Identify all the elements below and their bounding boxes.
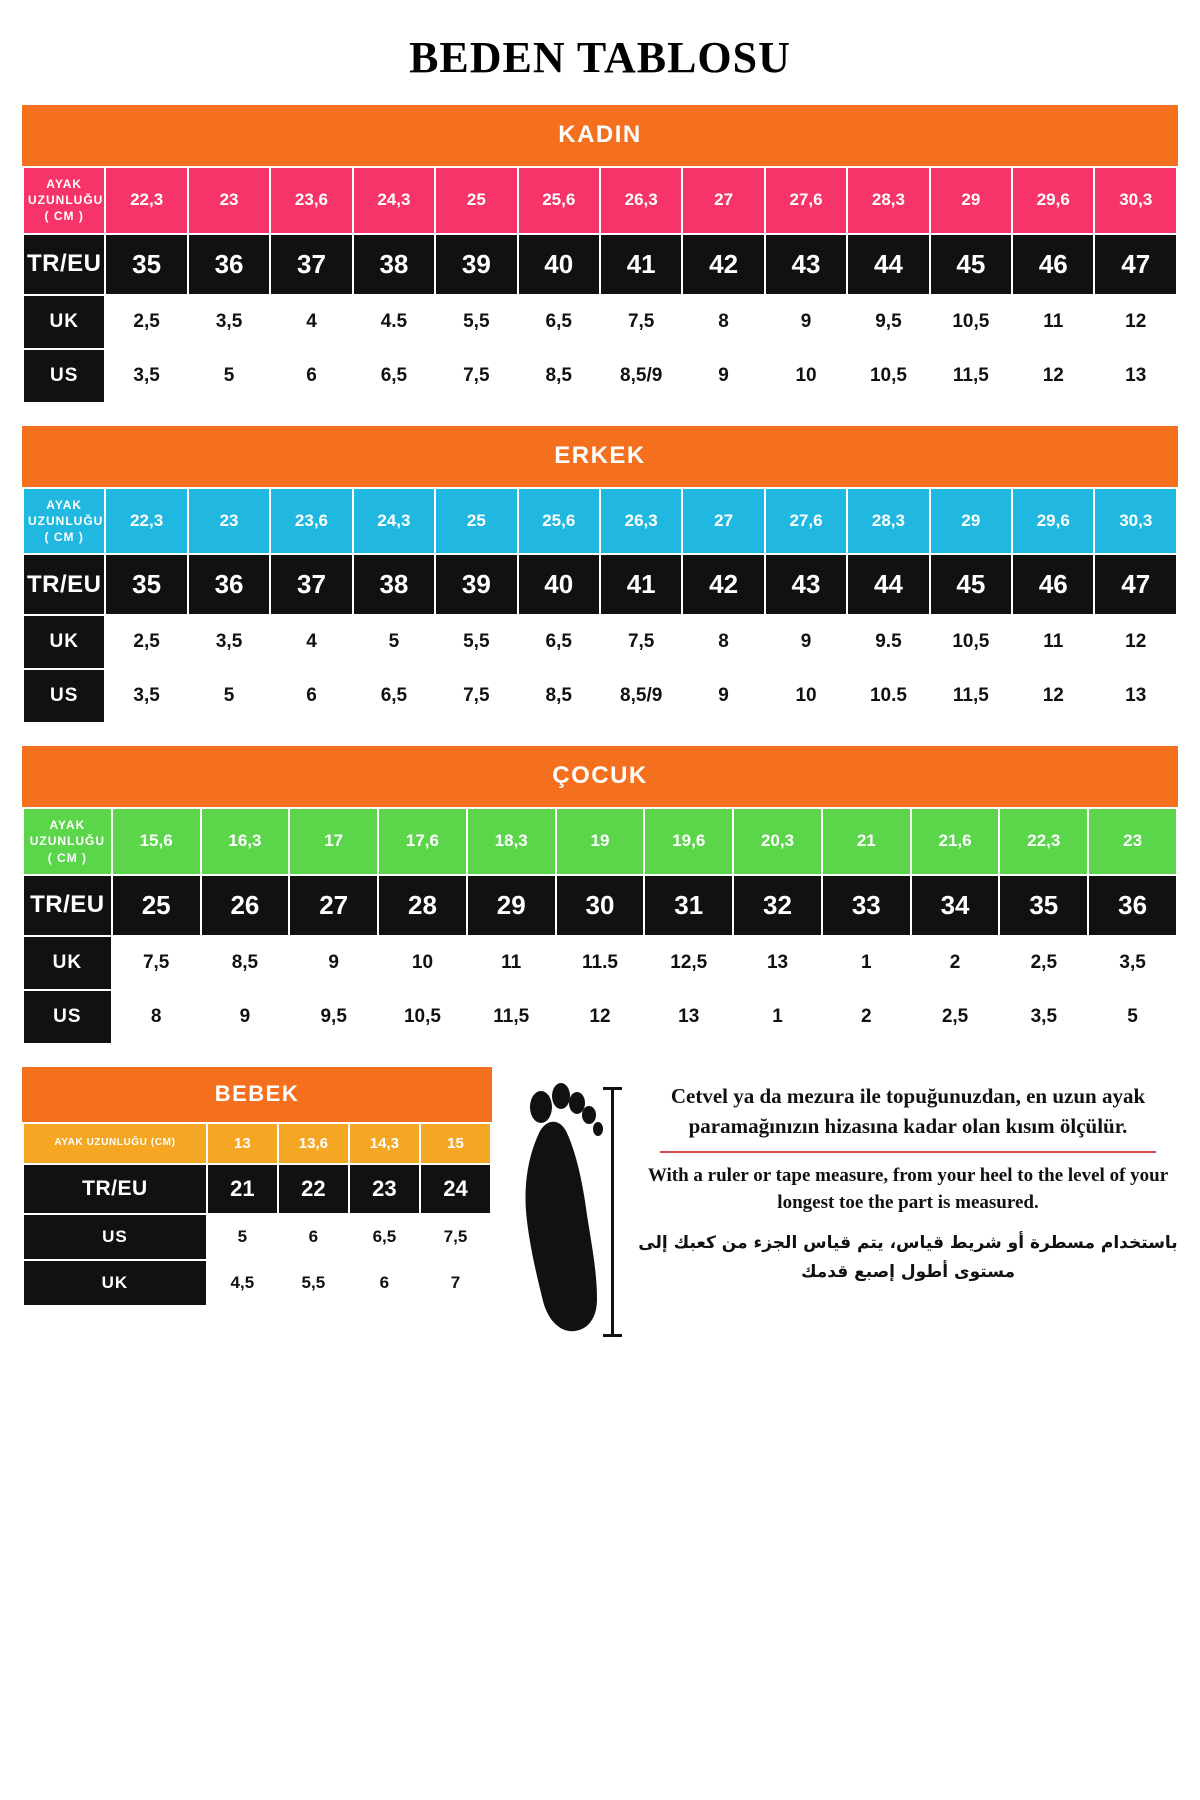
cell: 10 <box>378 936 467 990</box>
cell: 12,5 <box>644 936 733 990</box>
cell: 15,6 <box>112 808 201 875</box>
cell: 17,6 <box>378 808 467 875</box>
cell: 36 <box>1088 875 1177 936</box>
cell: 9,5 <box>847 295 929 349</box>
cell: 36 <box>188 234 270 295</box>
table-row <box>23 990 1177 1044</box>
cell: 18,3 <box>467 808 556 875</box>
size-table-cocuk <box>22 746 1178 1045</box>
cell: 26 <box>201 875 290 936</box>
cell: 8,5/9 <box>600 349 682 403</box>
row-label: TR/EU <box>23 554 105 615</box>
cell: 10 <box>765 349 847 403</box>
cell: 7,5 <box>420 1214 491 1260</box>
cell: 27,6 <box>765 488 847 555</box>
cell: 45 <box>930 554 1012 615</box>
cell: 3,5 <box>105 669 187 723</box>
cell: 23,6 <box>270 488 352 555</box>
cell: 14,3 <box>349 1123 420 1164</box>
cell: 6,5 <box>349 1214 420 1260</box>
row-label: US <box>23 669 105 723</box>
cell: 13,6 <box>278 1123 349 1164</box>
cell: 3,5 <box>1088 936 1177 990</box>
cell: 8,5 <box>518 349 600 403</box>
cell: 2,5 <box>911 990 1000 1044</box>
cell: 13 <box>733 936 822 990</box>
cell: 23,6 <box>270 167 352 234</box>
cell: 7,5 <box>435 349 517 403</box>
table-row <box>23 875 1177 936</box>
cell: 12 <box>1094 615 1177 669</box>
table-row <box>23 295 1177 349</box>
cell: 8 <box>112 990 201 1044</box>
row-label: TR/EU <box>23 1164 207 1214</box>
row-label-text: AYAK UZUNLUĞU ( CM ) <box>29 818 106 865</box>
cell: 17 <box>289 808 378 875</box>
cell: 8,5 <box>201 936 290 990</box>
cell: 29,6 <box>1012 488 1094 555</box>
cell: 31 <box>644 875 733 936</box>
cell: 28,3 <box>847 488 929 555</box>
cell: 10 <box>765 669 847 723</box>
cell: 22 <box>278 1164 349 1214</box>
row-label: US <box>23 349 105 403</box>
cell: 4 <box>270 615 352 669</box>
cell: 19,6 <box>644 808 733 875</box>
cell: 23 <box>349 1164 420 1214</box>
cell: 27 <box>289 875 378 936</box>
cell: 9 <box>765 295 847 349</box>
cell: 11,5 <box>930 349 1012 403</box>
cell: 37 <box>270 234 352 295</box>
cell: 23 <box>188 167 270 234</box>
instruction-turkish: Cetvel ya da mezura ile topuğunuzdan, en uzun ayak paramağınızın hizasına kadar olan kısım ölçülür. <box>670 1083 1146 1139</box>
cell: 5,5 <box>435 615 517 669</box>
row-label: US <box>23 1214 207 1260</box>
table-row <box>23 936 1177 990</box>
cell: 33 <box>822 875 911 936</box>
cell: 34 <box>911 875 1000 936</box>
cell: 13 <box>644 990 733 1044</box>
cell: 11,5 <box>467 990 556 1044</box>
cell: 41 <box>600 234 682 295</box>
cell: 43 <box>765 554 847 615</box>
cell: 2,5 <box>999 936 1088 990</box>
cell: 10,5 <box>847 349 929 403</box>
row-label <box>23 488 105 555</box>
cell: 41 <box>600 554 682 615</box>
cell: 46 <box>1012 234 1094 295</box>
cell: 12 <box>1012 669 1094 723</box>
cell: 24 <box>420 1164 491 1214</box>
cell: 26,3 <box>600 488 682 555</box>
cell: 27,6 <box>765 167 847 234</box>
cell: 29 <box>930 488 1012 555</box>
cell: 27 <box>682 167 764 234</box>
row-label: UK <box>23 295 105 349</box>
cell: 8,5 <box>518 669 600 723</box>
band-label-kadin: KADIN <box>22 105 1178 166</box>
table-row <box>23 1260 491 1306</box>
cell: 6,5 <box>353 349 435 403</box>
cell: 7,5 <box>112 936 201 990</box>
cell: 5 <box>207 1214 278 1260</box>
cell: 9.5 <box>847 615 929 669</box>
cell: 5,5 <box>278 1260 349 1306</box>
cell: 36 <box>188 554 270 615</box>
cell: 3,5 <box>188 295 270 349</box>
cell: 10.5 <box>847 669 929 723</box>
measurement-instructions <box>638 1067 1178 1287</box>
cell: 40 <box>518 554 600 615</box>
cell: 35 <box>105 234 187 295</box>
cell: 44 <box>847 554 929 615</box>
cell: 30,3 <box>1094 488 1177 555</box>
table-row <box>23 234 1177 295</box>
table-row <box>23 488 1177 555</box>
cell: 39 <box>435 234 517 295</box>
cell: 2 <box>911 936 1000 990</box>
cell: 7 <box>420 1260 491 1306</box>
cell: 3,5 <box>105 349 187 403</box>
cell: 42 <box>682 554 764 615</box>
footprint-icon <box>517 1081 603 1343</box>
row-label-text: AYAK UZUNLUĞU ( CM ) <box>28 497 104 544</box>
measurement-illustration <box>510 1067 620 1343</box>
cell: 12 <box>556 990 645 1044</box>
cell: 43 <box>765 234 847 295</box>
cell: 11 <box>1012 615 1094 669</box>
cell: 25 <box>112 875 201 936</box>
table-row <box>23 1164 491 1214</box>
cell: 45 <box>930 234 1012 295</box>
cell: 47 <box>1094 554 1177 615</box>
cell: 5 <box>353 615 435 669</box>
band-label-cocuk: ÇOCUK <box>22 746 1178 807</box>
row-label-text: AYAK UZUNLUĞU ( CM ) <box>28 177 104 224</box>
ruler-measure-icon <box>611 1087 614 1337</box>
cell: 1 <box>822 936 911 990</box>
cell: 38 <box>353 554 435 615</box>
cell: 13 <box>1094 349 1177 403</box>
cell: 2,5 <box>105 615 187 669</box>
cell: 28 <box>378 875 467 936</box>
cell: 3,5 <box>999 990 1088 1044</box>
cell: 47 <box>1094 234 1177 295</box>
row-label: UK <box>23 936 112 990</box>
cell: 42 <box>682 234 764 295</box>
cell: 13 <box>1094 669 1177 723</box>
size-table-kadin <box>22 105 1178 404</box>
cell: 2,5 <box>105 295 187 349</box>
cell: 11 <box>1012 295 1094 349</box>
table-row <box>23 669 1177 723</box>
table-row <box>23 808 1177 875</box>
row-label <box>23 167 105 234</box>
cell: 15 <box>420 1123 491 1164</box>
band-label-bebek: BEBEK <box>22 1067 492 1122</box>
table-row <box>23 349 1177 403</box>
cell: 9 <box>682 349 764 403</box>
cell: 5 <box>188 669 270 723</box>
cell: 6 <box>270 669 352 723</box>
cell: 8 <box>682 615 764 669</box>
cell: 5,5 <box>435 295 517 349</box>
divider <box>660 1151 1157 1153</box>
cell: 8,5/9 <box>600 669 682 723</box>
cell: 21 <box>822 808 911 875</box>
cell: 1 <box>733 990 822 1044</box>
row-label: UK <box>23 1260 207 1306</box>
cell: 9 <box>682 669 764 723</box>
cell: 4 <box>270 295 352 349</box>
cell: 9 <box>765 615 847 669</box>
cell: 10,5 <box>930 615 1012 669</box>
row-label: UK <box>23 615 105 669</box>
cell: 21,6 <box>911 808 1000 875</box>
row-label: US <box>23 990 112 1044</box>
cell: 7,5 <box>600 615 682 669</box>
cell: 16,3 <box>201 808 290 875</box>
cell: 46 <box>1012 554 1094 615</box>
size-table-bebek <box>22 1067 492 1307</box>
cell: 32 <box>733 875 822 936</box>
cell: 4.5 <box>353 295 435 349</box>
cell: 4,5 <box>207 1260 278 1306</box>
row-label <box>23 1123 207 1164</box>
cell: 22,3 <box>105 167 187 234</box>
table-row <box>23 615 1177 669</box>
cell: 25 <box>435 488 517 555</box>
cell: 12 <box>1012 349 1094 403</box>
table-row <box>23 554 1177 615</box>
bottom-section <box>22 1067 1178 1343</box>
cell: 6,5 <box>518 615 600 669</box>
band-label-erkek: ERKEK <box>22 426 1178 487</box>
cell: 13 <box>207 1123 278 1164</box>
cell: 6 <box>278 1214 349 1260</box>
size-table-erkek <box>22 426 1178 725</box>
cell: 9 <box>289 936 378 990</box>
cell: 23 <box>188 488 270 555</box>
instruction-arabic: باستخدام مسطرة أو شريط قياس، يتم قياس الجزء من كعبك إلى مستوى أطول إصبع قدمك <box>638 1232 1178 1282</box>
cell: 24,3 <box>353 488 435 555</box>
cell: 11.5 <box>556 936 645 990</box>
cell: 29 <box>930 167 1012 234</box>
cell: 35 <box>999 875 1088 936</box>
row-label <box>23 808 112 875</box>
cell: 39 <box>435 554 517 615</box>
cell: 7,5 <box>435 669 517 723</box>
cell: 44 <box>847 234 929 295</box>
table-row <box>23 1123 491 1164</box>
row-label: TR/EU <box>23 234 105 295</box>
cell: 20,3 <box>733 808 822 875</box>
row-label-text: AYAK UZUNLUĞU (CM) <box>54 1137 176 1149</box>
cell: 8 <box>682 295 764 349</box>
cell: 6 <box>270 349 352 403</box>
cell: 29,6 <box>1012 167 1094 234</box>
cell: 5 <box>188 349 270 403</box>
cell: 7,5 <box>600 295 682 349</box>
cell: 25,6 <box>518 488 600 555</box>
cell: 10,5 <box>378 990 467 1044</box>
instruction-english: With a ruler or tape measure, from your heel to the level of your longest toe the part is measured. <box>647 1164 1169 1214</box>
cell: 11 <box>467 936 556 990</box>
cell: 37 <box>270 554 352 615</box>
cell: 22,3 <box>105 488 187 555</box>
cell: 26,3 <box>600 167 682 234</box>
cell: 22,3 <box>999 808 1088 875</box>
cell: 25 <box>435 167 517 234</box>
cell: 40 <box>518 234 600 295</box>
cell: 38 <box>353 234 435 295</box>
cell: 21 <box>207 1164 278 1214</box>
cell: 28,3 <box>847 167 929 234</box>
cell: 30,3 <box>1094 167 1177 234</box>
row-label: TR/EU <box>23 875 112 936</box>
cell: 9,5 <box>289 990 378 1044</box>
cell: 11,5 <box>930 669 1012 723</box>
cell: 10,5 <box>930 295 1012 349</box>
cell: 24,3 <box>353 167 435 234</box>
table-row <box>23 167 1177 234</box>
page-title: BEDEN TABLOSU <box>409 33 791 82</box>
cell: 2 <box>822 990 911 1044</box>
cell: 27 <box>682 488 764 555</box>
cell: 3,5 <box>188 615 270 669</box>
cell: 6,5 <box>518 295 600 349</box>
cell: 6 <box>349 1260 420 1306</box>
cell: 9 <box>201 990 290 1044</box>
cell: 35 <box>105 554 187 615</box>
cell: 6,5 <box>353 669 435 723</box>
cell: 29 <box>467 875 556 936</box>
cell: 25,6 <box>518 167 600 234</box>
cell: 5 <box>1088 990 1177 1044</box>
cell: 12 <box>1094 295 1177 349</box>
cell: 19 <box>556 808 645 875</box>
cell: 23 <box>1088 808 1177 875</box>
cell: 30 <box>556 875 645 936</box>
table-row <box>23 1214 491 1260</box>
